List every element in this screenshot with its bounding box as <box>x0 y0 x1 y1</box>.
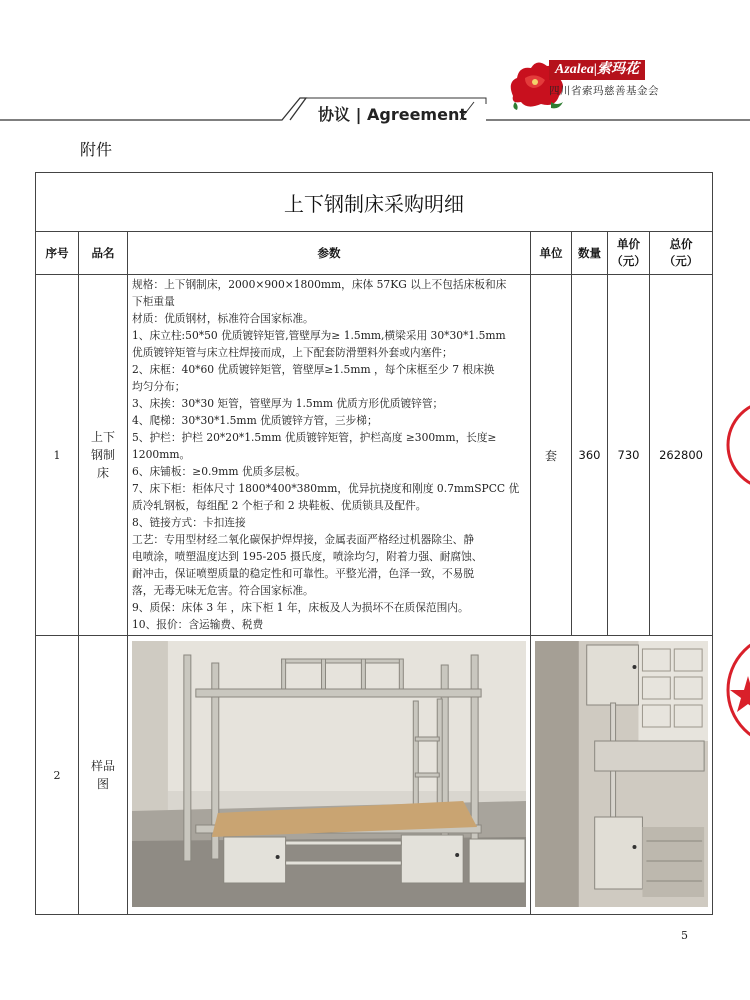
row1-total: 262800 <box>650 275 713 636</box>
sample-photo-cabinet <box>535 641 708 907</box>
row2-name-line: 图 <box>96 777 109 791</box>
col-header-total <box>650 232 713 275</box>
row1-name-line: 床 <box>96 466 109 480</box>
row2-seq: 2 <box>36 636 79 915</box>
logo-foundation-name: 四川省索玛慈善基金会 <box>549 85 659 97</box>
params-line: 1200mm。 <box>132 448 191 461</box>
total-currency: （元） <box>663 254 699 268</box>
logo-brand-text: Azalea|索玛花 <box>549 60 645 80</box>
params-line: 电喷涂，喷塑温度达到 195-205 摄氏度，喷涂均匀，附着力强、耐腐蚀、 <box>132 550 483 563</box>
sample-photo-main-cell <box>128 636 531 915</box>
params-line: 1、床立柱:50*50 优质镀锌矩管,管壁厚为≥ 1.5mm,横梁采用 30*30*1.5mm <box>132 329 506 342</box>
unit-price-currency: （元） <box>611 254 646 268</box>
table-row <box>36 275 713 636</box>
sample-photo-side-cell <box>531 636 713 915</box>
params-line: 工艺：专用型材经二氧化碳保护焊焊接，金属表面严格经过机器除尘、静 <box>132 533 475 546</box>
row1-name-line: 上下 <box>90 430 115 444</box>
partial-red-seal <box>722 400 750 780</box>
params-line: 材质：优质钢材，标准符合国家标准。 <box>132 312 314 325</box>
row1-qty: 360 <box>572 275 608 636</box>
params-line: 4、爬梯：30*30*1.5mm 优质镀锌方管，三步梯； <box>132 414 378 427</box>
cabinet-illustration <box>535 641 708 907</box>
params-line: 均匀分布； <box>132 380 186 393</box>
row1-seq: 1 <box>36 275 79 636</box>
params-line: 6、床铺板：≥0.9mm 优质多层板。 <box>132 465 306 478</box>
bunk-bed-illustration <box>132 641 526 907</box>
page-number: 5 <box>681 929 688 942</box>
col-header-unit: 单位 <box>531 232 572 275</box>
attachment-label: 附件 <box>80 140 113 159</box>
header-title: 协议 | Agreement <box>318 105 467 124</box>
params-line: 8、链接方式：卡扣连接 <box>132 516 246 529</box>
row2-name-line: 样品 <box>90 759 115 773</box>
params-line: 规格：上下钢制床，2000×900×1800mm，床体 57KG 以上不包括床板和床 <box>132 278 507 291</box>
row1-name-line: 钢制 <box>90 448 115 462</box>
params-line: 5、护栏：护栏 20*20*1.5mm 优质镀锌矩管，护栏高度 ≥300mm，长度≥ <box>132 431 497 444</box>
row1-name <box>79 275 128 636</box>
row2-name <box>79 636 128 915</box>
spec-table <box>35 172 713 915</box>
params-line: 耐冲击，保证喷塑质量的稳定性和可靠性。平整光滑，色泽一致，不易脱 <box>132 567 475 580</box>
col-header-unit-price <box>608 232 650 275</box>
table-title: 上下钢制床采购明细 <box>36 173 713 232</box>
table-row <box>36 636 713 915</box>
params-line: 2、床框：40*60 优质镀锌矩管，管壁厚≥1.5mm ，每个床框至少 7 根床换 <box>132 363 495 376</box>
row1-unit-price: 730 <box>608 275 650 636</box>
sample-photo-bunk-bed <box>132 641 526 907</box>
params-line: 3、床挨：30*30 矩管，管壁厚为 1.5mm 优质方形优质镀锌管； <box>132 397 444 410</box>
col-header-seq: 序号 <box>36 232 79 275</box>
params-line: 7、床下柜：柜体尺寸 1800*400*380mm，优异抗挠度和刚度 0.7mmSPCC 优 <box>132 482 520 495</box>
unit-price-label: 单价 <box>617 237 640 251</box>
params-line: 优质镀锌矩管与床立柱焊接而成，上下配套防滑塑料外套或内塞件； <box>132 346 453 359</box>
col-header-qty: 数量 <box>572 232 608 275</box>
params-line: 9、质保：床体 3 年 ，床下柜 1 年，床板及人为损坏不在质保范围内。 <box>132 601 469 614</box>
table-header-row <box>36 232 713 275</box>
col-header-params: 参数 <box>128 232 531 275</box>
row1-unit: 套 <box>531 275 572 636</box>
params-line: 质冷轧钢板，每组配 2 个柜子和 2 块鞋板、优质锁具及配件。 <box>132 499 427 512</box>
params-line: 下柜重量 <box>132 295 175 308</box>
params-line: 10、报价：含运输费、税费 <box>132 618 264 631</box>
row1-params <box>128 275 531 636</box>
total-label: 总价 <box>669 237 693 251</box>
col-header-name: 品名 <box>79 232 128 275</box>
params-line: 落，无毒无味无危害。符合国家标准。 <box>132 584 314 597</box>
